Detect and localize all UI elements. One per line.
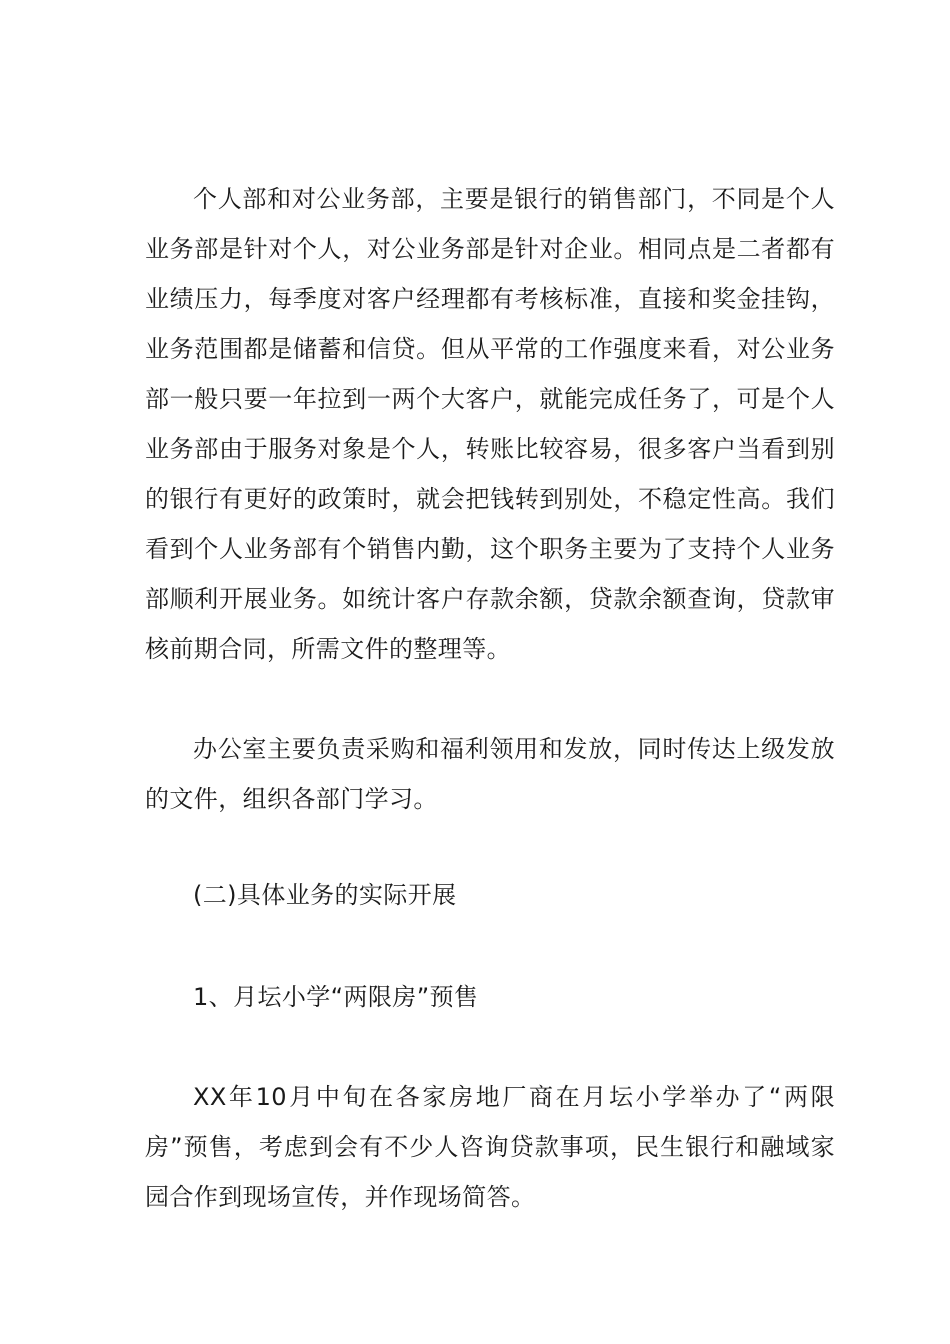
paragraph-office: 办公室主要负责采购和福利领用和发放，同时传达上级发放的文件，组织各部门学习。 <box>145 735 835 813</box>
section-heading: (二)具体业务的实际开展 <box>193 881 457 909</box>
paragraph-departments: 个人部和对公业务部，主要是银行的销售部门，不同是个人业务部是针对个人，对公业务部是针对企业。相同点是二者都有业绩压力，每季度对客户经理都有考核标准，直接和奖金挂钩，业务范围都是储蓄和信贷。但从平常的工作强度来看，对公业务部一般只要一年拉到一两个大客户，就能完成任务了，可是个人业务部由于服务对象是个人，转账比较容易，很多客户当看到别的银行有更好的政策时，就会把钱转到别处，不稳定性高。我们看到个人业务部有个销售内勤，这个职务主要为了支持个人业务部顺利开展业务。如统计客户存款余额，贷款余额查询，贷款审核前期合同，所需文件的整理等。 <box>145 185 835 663</box>
subsection-heading: 1、月坛小学“两限房”预售 <box>193 983 479 1011</box>
paragraph-presale: XX年10月中旬在各家房地厂商在月坛小学举办了“两限房”预售，考虑到会有不少人咨询贷款事项，民生银行和融域家园合作到现场宣传，并作现场简答。 <box>145 1083 835 1211</box>
